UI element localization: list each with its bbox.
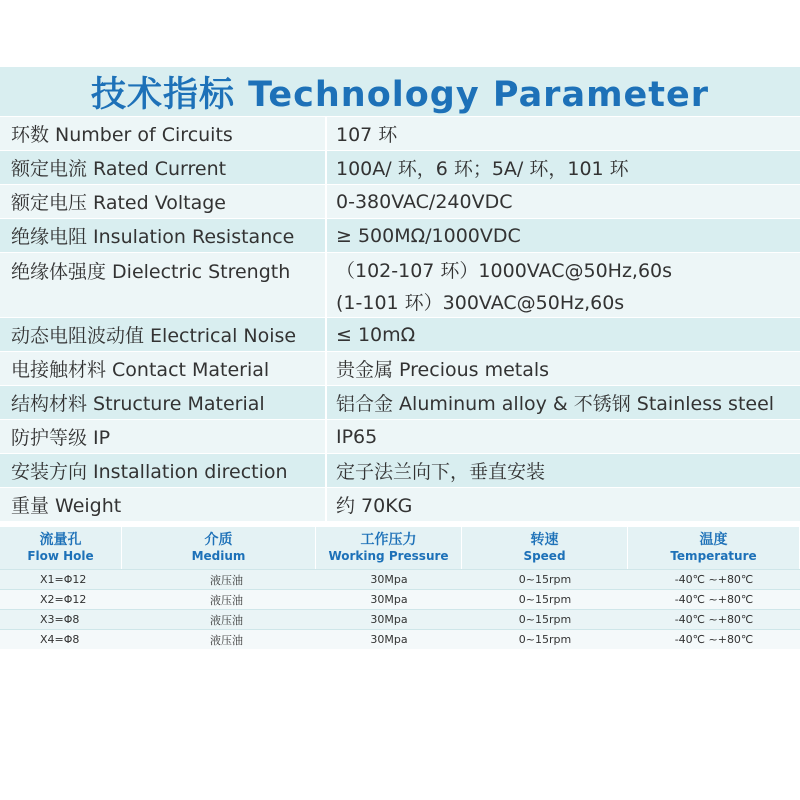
cell-medium: 液压油 xyxy=(210,633,243,647)
cell-speed: 0~15rpm xyxy=(518,613,572,626)
header-cn: 工作压力 xyxy=(360,532,417,548)
param-value-line-2: (1-101 环）300VAC@50Hz,60s xyxy=(336,291,625,314)
param-value: ≥ 500MΩ/1000VDC xyxy=(325,219,800,252)
param-label: 防护等级 IP xyxy=(0,420,325,453)
param-label: 重量 Weight xyxy=(0,488,325,521)
param-label: 动态电阻波动值 Electrical Noise xyxy=(0,318,325,351)
header-en: Speed xyxy=(523,549,566,563)
param-row-ip xyxy=(0,419,800,453)
param-row-installation xyxy=(0,453,800,487)
table-row xyxy=(0,609,800,629)
cell-flow-hole: X2=Φ12 xyxy=(40,593,87,606)
cell-temperature: -40℃ ~+80℃ xyxy=(674,573,754,586)
param-value: 约 70KG xyxy=(325,488,800,521)
flow-table-body xyxy=(0,569,800,649)
header-en: Flow Hole xyxy=(27,549,94,563)
parameter-table xyxy=(0,116,800,521)
sheet-title: 技术指标 Technology Parameter xyxy=(0,67,800,116)
param-row-voltage xyxy=(0,184,800,218)
param-value: ≤ 10mΩ xyxy=(325,318,800,351)
param-value: IP65 xyxy=(325,420,800,453)
cell-medium: 液压油 xyxy=(210,593,243,607)
param-row-structure xyxy=(0,385,800,419)
cell-speed: 0~15rpm xyxy=(518,593,572,606)
param-value: 0-380VAC/240VDC xyxy=(325,185,800,218)
cell-temperature: -40℃ ~+80℃ xyxy=(674,633,754,646)
header-working-pressure xyxy=(316,527,462,569)
param-row-weight xyxy=(0,487,800,521)
param-value: 107 环 xyxy=(325,117,800,150)
cell-temperature: -40℃ ~+80℃ xyxy=(674,593,754,606)
header-en: Medium xyxy=(191,549,246,563)
param-label: 环数 Number of Circuits xyxy=(0,117,325,150)
cell-speed: 0~15rpm xyxy=(518,633,572,646)
header-en: Working Pressure xyxy=(328,549,449,563)
param-label: 结构材料 Structure Material xyxy=(0,386,325,419)
param-label: 额定电流 Rated Current xyxy=(0,151,325,184)
header-cn: 转速 xyxy=(530,532,559,548)
cell-medium: 液压油 xyxy=(210,613,243,627)
param-row-contact xyxy=(0,351,800,385)
flow-table-header xyxy=(0,527,800,569)
param-row-circuits xyxy=(0,116,800,150)
cell-speed: 0~15rpm xyxy=(518,573,572,586)
table-row xyxy=(0,589,800,609)
cell-pressure: 30Mpa xyxy=(370,593,408,606)
spec-sheet xyxy=(0,67,800,649)
param-label: 电接触材料 Contact Material xyxy=(0,352,325,385)
param-label: 额定电压 Rated Voltage xyxy=(0,185,325,218)
header-en: Temperature xyxy=(670,549,757,563)
param-label: 绝缘体强度 Dielectric Strength xyxy=(0,253,325,317)
cell-temperature: -40℃ ~+80℃ xyxy=(674,613,754,626)
param-row-dielectric xyxy=(0,252,800,317)
header-cn: 流量孔 xyxy=(39,532,82,548)
param-row-insulation xyxy=(0,218,800,252)
table-row xyxy=(0,569,800,589)
param-row-current xyxy=(0,150,800,184)
param-value xyxy=(325,253,800,317)
param-value-line-1: （102-107 环）1000VAC@50Hz,60s xyxy=(336,259,673,282)
header-speed xyxy=(462,527,628,569)
param-row-noise xyxy=(0,317,800,351)
param-value: 定子法兰向下，垂直安装 xyxy=(325,454,800,487)
cell-medium: 液压油 xyxy=(210,573,243,587)
flow-hole-table xyxy=(0,527,800,649)
param-label: 绝缘电阻 Insulation Resistance xyxy=(0,219,325,252)
cell-flow-hole: X3=Φ8 xyxy=(40,613,80,626)
table-row xyxy=(0,629,800,649)
header-cn: 介质 xyxy=(204,532,233,548)
header-flow-hole xyxy=(0,527,122,569)
header-medium xyxy=(122,527,316,569)
header-cn: 温度 xyxy=(699,532,728,548)
param-value: 贵金属 Precious metals xyxy=(325,352,800,385)
cell-pressure: 30Mpa xyxy=(370,613,408,626)
param-label: 安装方向 Installation direction xyxy=(0,454,325,487)
header-temperature xyxy=(628,527,800,569)
cell-pressure: 30Mpa xyxy=(370,633,408,646)
param-value: 100A/ 环，6 环；5A/ 环，101 环 xyxy=(325,151,800,184)
cell-flow-hole: X4=Φ8 xyxy=(40,633,80,646)
param-value: 铝合金 Aluminum alloy & 不锈钢 Stainless steel xyxy=(325,386,800,419)
cell-pressure: 30Mpa xyxy=(370,573,408,586)
cell-flow-hole: X1=Φ12 xyxy=(40,573,87,586)
